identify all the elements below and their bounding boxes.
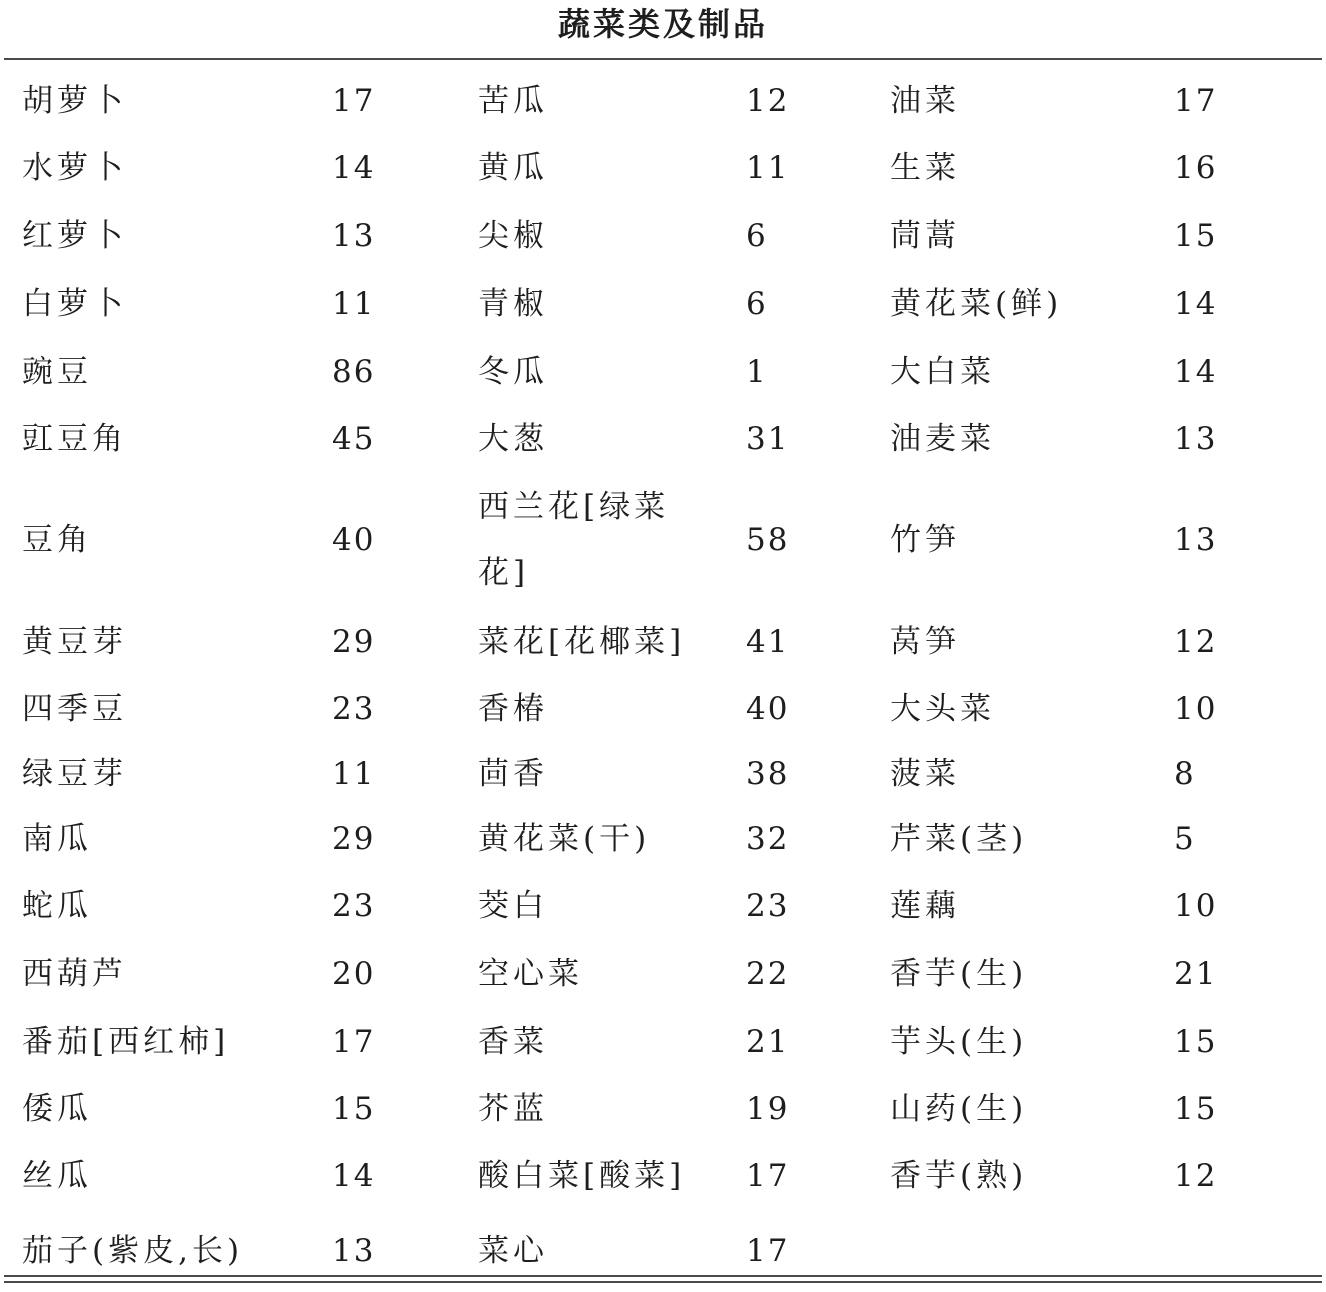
food-name-cell: 黄花菜(鲜): [890, 286, 1063, 322]
food-name-cell: 香芋(熟): [890, 1158, 1028, 1194]
food-name-cell: 番茄[西红柿]: [22, 1024, 230, 1060]
value-cell: 10: [1174, 888, 1218, 924]
food-name-cell: 菜花[花椰菜]: [478, 624, 686, 660]
food-name-cell: 菠菜: [890, 756, 960, 792]
value-cell: 14: [1174, 286, 1218, 322]
table-row: [0, 1008, 1326, 1076]
food-name-cell: 芹菜(茎): [890, 821, 1028, 857]
value-cell: 6: [746, 286, 768, 322]
value-cell: 14: [1174, 354, 1218, 390]
food-name-cell: 豇豆角: [22, 421, 127, 457]
value-cell: 29: [332, 821, 376, 857]
value-cell: 15: [1174, 218, 1218, 254]
table-row: [0, 1076, 1326, 1142]
table-row: [0, 872, 1326, 940]
food-name-cell: 红萝卜: [22, 218, 127, 254]
food-name-cell: 蛇瓜: [22, 888, 92, 924]
food-name-cell: 西兰花[绿菜花]: [478, 489, 670, 591]
food-name-cell: 茼蒿: [890, 218, 960, 254]
value-cell: 21: [1174, 956, 1218, 992]
value-cell: 23: [332, 691, 376, 727]
value-cell: 12: [1174, 1158, 1218, 1194]
food-name-cell: 茴香: [478, 756, 548, 792]
food-name-cell: 菜心: [478, 1233, 548, 1269]
food-name-cell: 茭白: [478, 888, 548, 924]
value-cell: 40: [332, 522, 376, 558]
food-name-cell: 西葫芦: [22, 956, 127, 992]
value-cell: 40: [746, 691, 790, 727]
food-name-cell: 南瓜: [22, 821, 92, 857]
value-cell: 10: [1174, 691, 1218, 727]
food-name-cell: 大白菜: [890, 354, 995, 390]
food-name-cell: 苦瓜: [478, 83, 548, 119]
table-row: [0, 1142, 1326, 1210]
value-cell: 5: [1174, 821, 1196, 857]
value-cell: 13: [332, 218, 376, 254]
value-cell: 17: [746, 1158, 790, 1194]
food-name-cell: [890, 1210, 1160, 1292]
value-cell: 13: [1174, 522, 1218, 558]
food-name-cell: 香椿: [478, 691, 548, 727]
food-name-cell: 山药(生): [890, 1091, 1028, 1127]
top-rule: [4, 58, 1322, 60]
table-row: [0, 742, 1326, 806]
value-cell: 13: [332, 1233, 376, 1269]
food-name-cell: 香芋(生): [890, 956, 1028, 992]
bottom-rule: [4, 1275, 1322, 1277]
value-cell: 12: [1174, 624, 1218, 660]
value-cell: 31: [746, 421, 790, 457]
food-name-cell: 莲藕: [890, 888, 960, 924]
value-cell: 20: [332, 956, 376, 992]
value-cell: 15: [1174, 1091, 1218, 1127]
table-row: [0, 806, 1326, 872]
value-cell: 8: [1174, 756, 1196, 792]
food-name-cell: 茄子(紫皮,长): [22, 1233, 244, 1269]
value-cell: 58: [746, 522, 790, 558]
value-cell: 13: [1174, 421, 1218, 457]
food-name-cell: 大葱: [478, 421, 548, 457]
food-name-cell: 芋头(生): [890, 1024, 1028, 1060]
food-name-cell: 空心菜: [478, 956, 583, 992]
food-name-cell: 黄瓜: [478, 150, 548, 186]
table-row: [0, 338, 1326, 406]
food-name-cell: 黄花菜(干): [478, 821, 651, 857]
vegetable-table: [0, 68, 1326, 1292]
table-row: [0, 1210, 1326, 1292]
value-cell: 11: [332, 286, 376, 322]
value-cell: 11: [746, 150, 790, 186]
value-cell: 23: [332, 888, 376, 924]
value-cell: 29: [332, 624, 376, 660]
table-row: [0, 940, 1326, 1008]
food-name-cell: 豆角: [22, 522, 92, 558]
food-name-cell: 四季豆: [22, 691, 127, 727]
food-name-cell: 丝瓜: [22, 1158, 92, 1194]
table-row: [0, 608, 1326, 676]
table-row: [0, 406, 1326, 472]
food-name-cell: 青椒: [478, 286, 548, 322]
food-name-cell: 白萝卜: [22, 286, 127, 322]
food-name-cell: 油麦菜: [890, 421, 995, 457]
food-name-cell: 芥蓝: [478, 1091, 548, 1127]
value-cell: 15: [1174, 1024, 1218, 1060]
food-name-cell: 莴笋: [890, 624, 960, 660]
value-cell: 16: [1174, 150, 1218, 186]
food-name-cell: 绿豆芽: [22, 756, 127, 792]
value-cell: 23: [746, 888, 790, 924]
value-cell: 21: [746, 1024, 790, 1060]
food-name-cell: 香菜: [478, 1024, 548, 1060]
food-name-cell: 大头菜: [890, 691, 995, 727]
value-cell: 32: [746, 821, 790, 857]
value-cell: 11: [332, 756, 376, 792]
table-title: 蔬菜类及制品: [557, 5, 768, 43]
food-name-cell: 竹笋: [890, 522, 960, 558]
table-row: [0, 472, 1326, 608]
value-cell: 17: [332, 83, 376, 119]
value-cell: 38: [746, 756, 790, 792]
food-name-cell: 油菜: [890, 83, 960, 119]
value-cell: 6: [746, 218, 768, 254]
value-cell: 45: [332, 421, 376, 457]
food-name-cell: 冬瓜: [478, 354, 548, 390]
table-row: [0, 134, 1326, 202]
value-cell: 14: [332, 150, 376, 186]
value-cell: 41: [746, 624, 790, 660]
value-cell: 17: [332, 1024, 376, 1060]
value-cell: 22: [746, 956, 790, 992]
value-cell: [1174, 1210, 1304, 1292]
food-name-cell: 生菜: [890, 150, 960, 186]
food-name-cell: 胡萝卜: [22, 83, 127, 119]
value-cell: 1: [746, 354, 768, 390]
food-name-cell: 倭瓜: [22, 1091, 92, 1127]
table-row: [0, 68, 1326, 134]
table-row: [0, 270, 1326, 338]
table-row: [0, 676, 1326, 742]
value-cell: 15: [332, 1091, 376, 1127]
table-row: [0, 202, 1326, 270]
bottom-rule-double: [4, 1281, 1322, 1283]
food-name-cell: 尖椒: [478, 218, 548, 254]
food-name-cell: 水萝卜: [22, 150, 127, 186]
value-cell: 14: [332, 1158, 376, 1194]
value-cell: 19: [746, 1091, 790, 1127]
value-cell: 86: [332, 354, 376, 390]
value-cell: 17: [1174, 83, 1218, 119]
food-name-cell: 黄豆芽: [22, 624, 127, 660]
food-name-cell: 豌豆: [22, 354, 92, 390]
value-cell: 12: [746, 83, 790, 119]
value-cell: 17: [746, 1233, 790, 1269]
food-name-cell: 酸白菜[酸菜]: [478, 1158, 686, 1194]
